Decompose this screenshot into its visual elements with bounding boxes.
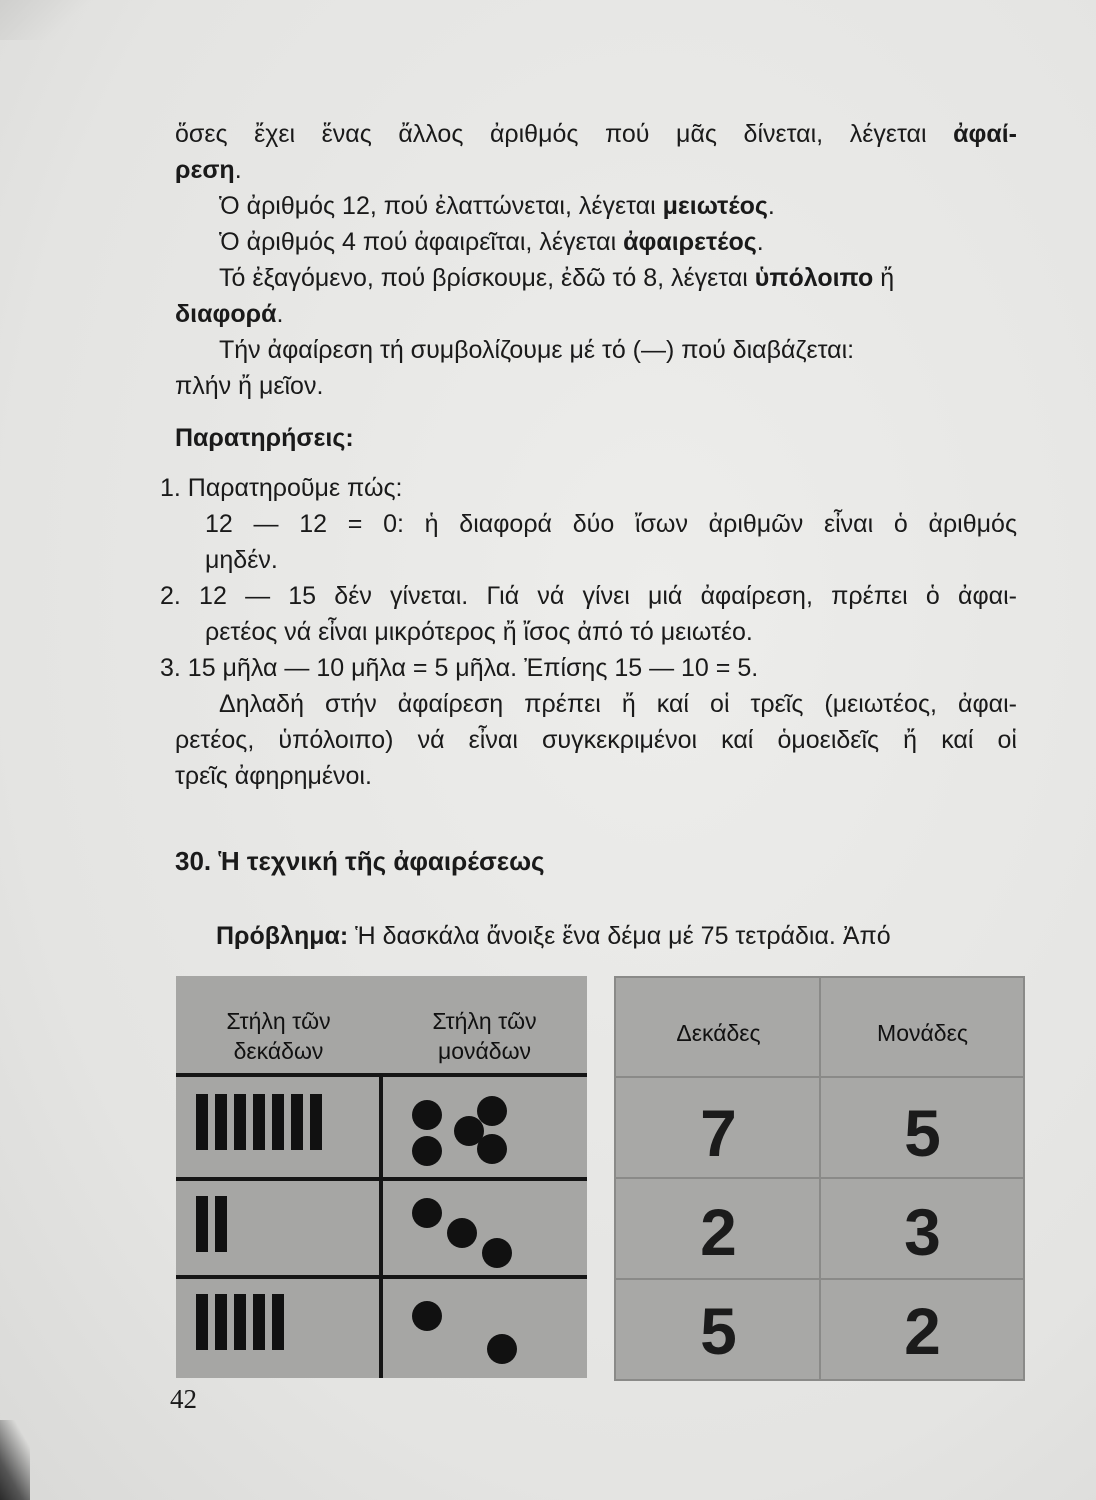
- digit-tens: 2: [700, 1195, 737, 1269]
- tens-stick: [215, 1094, 227, 1150]
- paragraph-text: ἤ: [880, 264, 895, 292]
- digit-tens: 7: [700, 1096, 737, 1170]
- punctuation: .: [767, 192, 775, 220]
- unit-dot: [477, 1134, 507, 1164]
- unit-dot: [412, 1100, 442, 1130]
- tens-stick: [196, 1094, 208, 1150]
- tens-stick: [253, 1094, 265, 1150]
- column-header-tens: [176, 976, 381, 1074]
- header-line: Στήλη τῶν: [226, 1008, 331, 1034]
- tens-stick: [196, 1294, 208, 1350]
- remark-text: 12 — 12 = 0: ἡ διαφορά δύο ἴσων ἀριθμῶν εἶναι ὁ ἀριθμός: [205, 510, 1017, 538]
- term-minuend: μειωτέος: [662, 192, 768, 220]
- remark-text: μηδέν.: [205, 546, 278, 574]
- column-header-units: [382, 976, 587, 1074]
- remark-text: ρετέος νά εἶναι μικρότερος ἤ ἴσος ἀπό τό μειωτέο.: [205, 618, 753, 646]
- tens-stick: [196, 1196, 208, 1252]
- paragraph-line: [175, 260, 1061, 296]
- paragraph-text: ὅσες ἔχει ἕνας ἄλλος ἀριθμός πού μᾶς δίνεται, λέγεται: [175, 120, 927, 148]
- paragraph-text: πλήν ἤ μεῖον.: [175, 372, 324, 400]
- header-line: δεκάδων: [233, 1038, 324, 1064]
- column-header-units: Μονάδες: [877, 1020, 968, 1046]
- remark-text: τρεῖς ἀφηρημένοι.: [175, 762, 372, 790]
- remark-item: 1. Παρατηροῦμε πώς:: [160, 474, 403, 502]
- paragraph-text: Ὁ ἀριθμός 12, πού ἐλαττώνεται, λέγεται: [219, 192, 656, 220]
- column-header-tens: Δεκάδες: [676, 1020, 761, 1046]
- remark-text: Δηλαδή στήν ἀφαίρεση πρέπει ἤ καί οἱ τρεῖς (μειωτέος, ἀφαι-: [219, 690, 1017, 718]
- tens-sticks-group: [196, 1094, 322, 1150]
- section-heading: 30. Ἡ τεχνική τῆς ἀφαιρέσεως: [175, 846, 545, 876]
- paragraph-line: [175, 188, 1061, 224]
- punctuation: .: [276, 300, 284, 328]
- unit-dot: [412, 1301, 442, 1331]
- term-subtraction-end: ρεση: [175, 156, 235, 184]
- digit-units: 3: [904, 1195, 941, 1269]
- page-number: 42: [170, 1384, 197, 1414]
- figure-digit-table: [614, 976, 1025, 1381]
- tens-stick: [234, 1294, 246, 1350]
- header-line: Στήλη τῶν: [432, 1008, 537, 1034]
- problem-label: Πρόβλημα:: [216, 922, 349, 950]
- tens-sticks-group: [196, 1294, 284, 1350]
- term-difference: διαφορά: [175, 300, 277, 328]
- unit-dot: [487, 1334, 517, 1364]
- tens-stick: [253, 1294, 265, 1350]
- page-corner-shadow: [0, 0, 90, 40]
- term-subtrahend: ἀφαιρετέος: [623, 228, 757, 256]
- unit-dot: [477, 1096, 507, 1126]
- paragraph-text: Ὁ ἀριθμός 4 πού ἀφαιρεῖται, λέγεται: [219, 228, 617, 256]
- page-edge-shadow: [0, 1420, 30, 1500]
- tens-stick: [215, 1196, 227, 1252]
- tens-stick: [215, 1294, 227, 1350]
- term-remainder: ὑπόλοιπο: [754, 264, 874, 292]
- punctuation: .: [234, 156, 242, 184]
- paragraph-line: [175, 296, 1017, 332]
- paragraph-text: Τήν ἀφαίρεση τή συμβολίζουμε μέ τό (—) πού διαβάζεται:: [219, 336, 855, 364]
- digit-units: 2: [904, 1294, 941, 1368]
- remarks-title: Παρατηρήσεις:: [175, 424, 354, 452]
- punctuation: .: [756, 228, 764, 256]
- figure-sticks-dots: [176, 976, 587, 1378]
- problem-text: Ἡ δασκάλα ἄνοιξε ἕνα δέμα μέ 75 τετράδια. Ἀπό: [355, 922, 891, 950]
- term-subtraction: ἀφαί-: [953, 120, 1017, 148]
- header-line: μονάδων: [437, 1038, 532, 1064]
- unit-dot: [412, 1198, 442, 1228]
- unit-dot: [447, 1218, 477, 1248]
- paragraph-line: [175, 368, 1017, 404]
- paragraph-line: [175, 332, 1061, 368]
- paragraph-text: Τό ἐξαγόμενο, πού βρίσκουμε, ἐδῶ τό 8, λέγεται: [219, 264, 748, 292]
- remark-item: 3. 15 μῆλα — 10 μῆλα = 5 μῆλα. Ἐπίσης 15 — 10 = 5.: [160, 654, 759, 682]
- tens-stick: [234, 1094, 246, 1150]
- row-divider: [616, 1177, 1023, 1179]
- paragraph-line: [175, 224, 1061, 260]
- tens-stick: [291, 1094, 303, 1150]
- unit-dot: [412, 1136, 442, 1166]
- column-divider: [379, 1074, 383, 1378]
- remark-text: ρετέος, ὑπόλοιπο) νά εἶναι συγκεκριμένοι καί ὁμοειδεῖς ἤ καί οἱ: [175, 726, 1017, 754]
- tens-sticks-group: [196, 1196, 227, 1252]
- tens-stick: [272, 1094, 284, 1150]
- digit-tens: 5: [700, 1294, 737, 1368]
- row-divider: [616, 1076, 1023, 1078]
- unit-dot: [482, 1238, 512, 1268]
- row-divider: [616, 1278, 1023, 1280]
- paragraph-line: [175, 116, 1017, 152]
- remark-item: 2. 12 — 15 δέν γίνεται. Γιά νά γίνει μιά ἀφαίρεση, πρέπει ὁ ἀφαι-: [160, 582, 1017, 610]
- tens-stick: [272, 1294, 284, 1350]
- tens-stick: [310, 1094, 322, 1150]
- digit-units: 5: [904, 1096, 941, 1170]
- problem-line: [216, 918, 1017, 954]
- paragraph-line: [175, 152, 1017, 188]
